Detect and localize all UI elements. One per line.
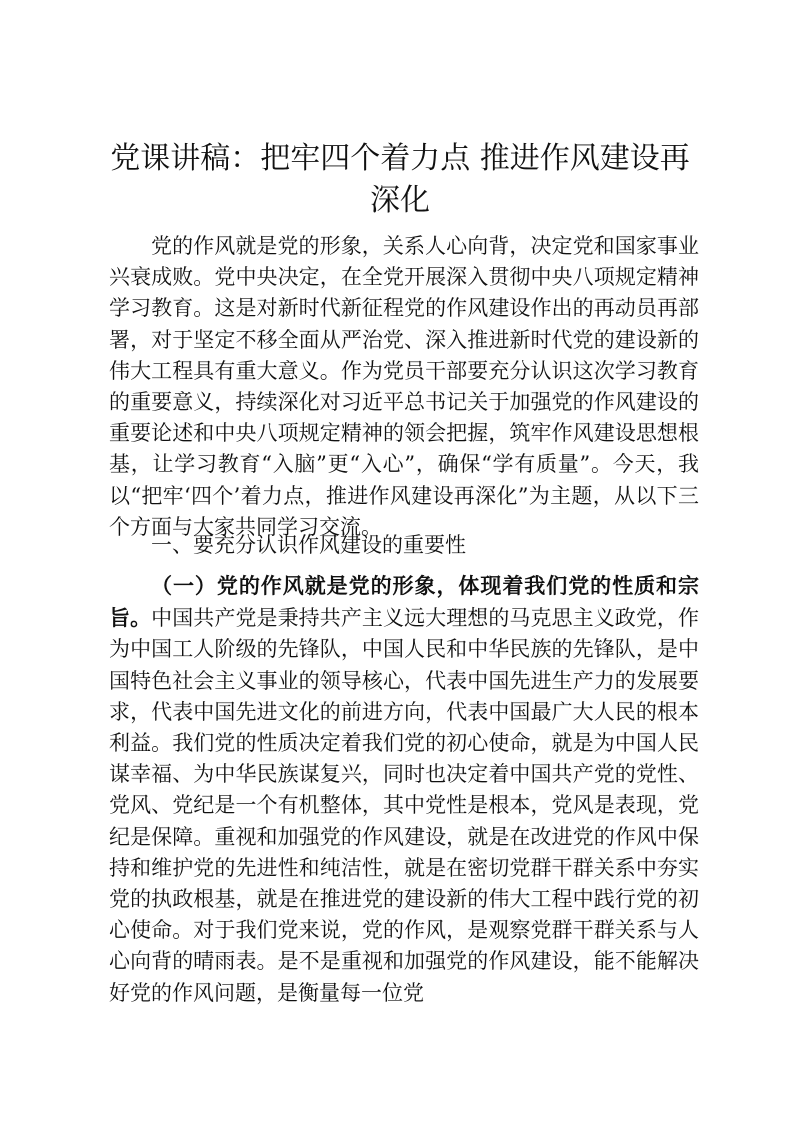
section-paragraph-text: 中国共产党是秉持共产主义远大理想的马克思主义政党，作为中国工人阶级的先锋队，中国人民和中华民族的先锋队，是中国特色社会主义事业的领导核心，代表中国先进生产力的发展要求，代表中国先进文化的前进方向，代表中国最广大人民的根本利益。我们党的性质决定着我们党的初心使命，就是为中国人民谋幸福、为中华民族谋复兴，同时也决定着中国共产党的党性、党风、党纪是一个有机整体，其中党性是根本，党风是表现，党纪是保障。重视和加强党的作风建设，就是在改进党的作风中保持和维护党的先进性和纯洁性，就是在密切党群干群关系中夯实党的执政根基，就是在推进党的建设新的伟大工程中践行党的初心使命。对于我们党来说，党的作风，是观察党群干群关系与人心向背的晴雨表。是不是重视和加强党的作风建设，能不能解决好党的作风问题，是衡量每一位党 — [109, 606, 700, 1005]
sub-heading: （一）党的作风就是党的形象，体现着我们党的性质和宗旨。 — [109, 573, 699, 631]
section-paragraph — [109, 570, 699, 1009]
section-heading: 一、要充分认识作风建设的重要性 — [151, 533, 466, 557]
intro-paragraph: 党的作风就是党的形象，关系人心向背，决定党和国家事业兴衰成败。党中央决定，在全党开展深入贯彻中央八项规定精神学习教育。这是对新时代新征程党的作风建设作出的再动员再部署，对于坚定不移全面从严治党、深入推进新时代党的建设新的伟大工程具有重大意义。作为党员干部要充分认识这次学习教育的重要意义，持续深化对习近平总书记关于加强党的作风建设的重要论述和中央八项规定精神的领会把握，筑牢作风建设思想根基，让学习教育“入脑”更“入心”，确保“学有质量”。今天，我以“把牢‘四个’着力点，推进作风建设再深化”为主题，从以下三个方面与大家共同学习交流。 — [109, 234, 699, 539]
document-title: 党课讲稿：把牢四个着力点 推进作风建设再深化 — [110, 141, 690, 218]
